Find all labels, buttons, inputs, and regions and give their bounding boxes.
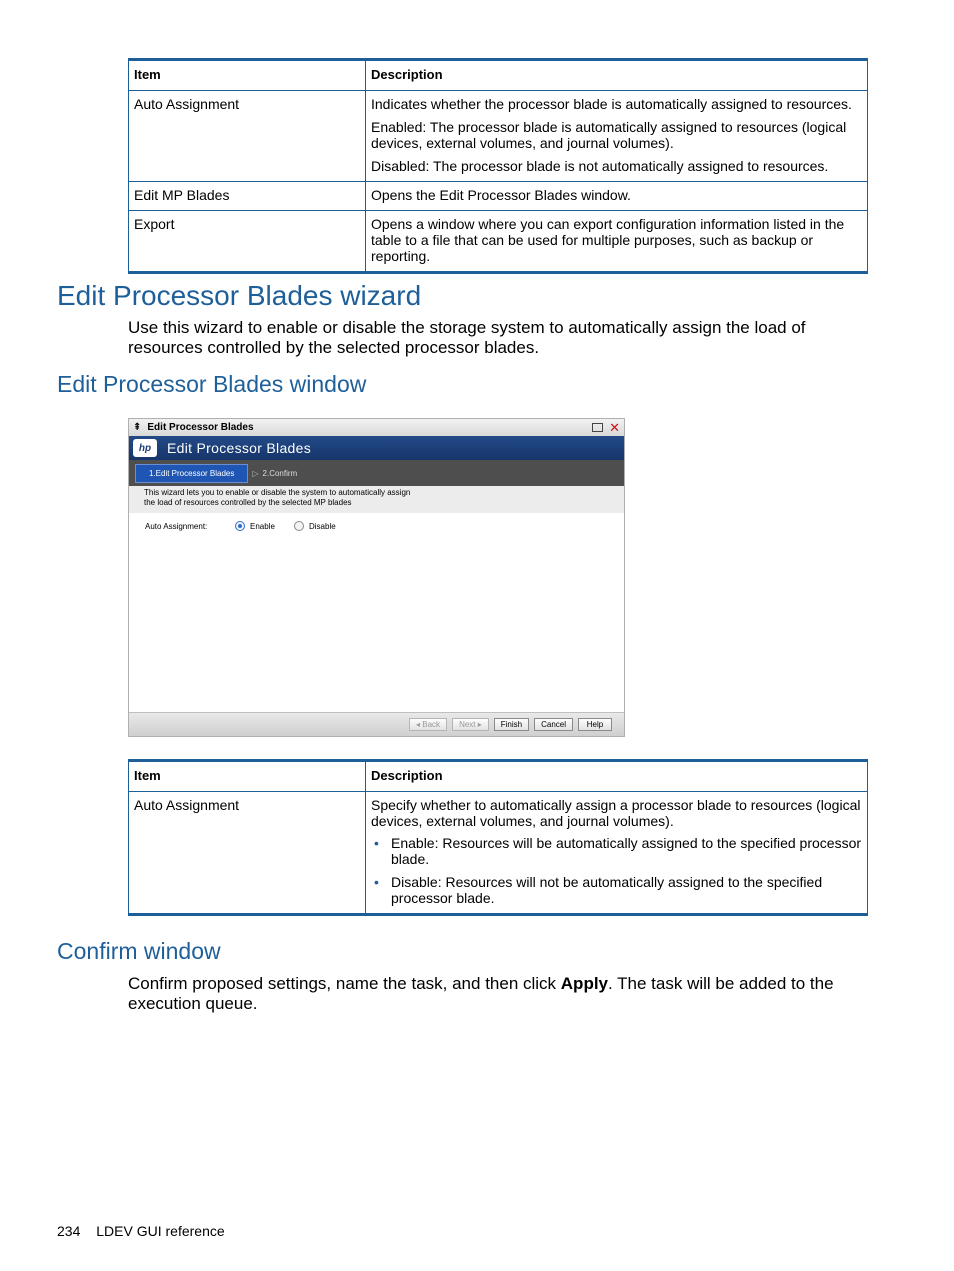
row-item: Export bbox=[129, 211, 366, 273]
description-text: Enabled: The processor blade is automatically assigned to resources (logical devices, external volumes, and journal volumes). bbox=[371, 119, 847, 151]
col-header-item: Item bbox=[129, 60, 366, 91]
col-header-description: Description bbox=[366, 761, 868, 792]
collapse-icon[interactable]: ⇞ bbox=[133, 422, 142, 433]
page-number: 234 bbox=[57, 1223, 81, 1239]
next-button[interactable]: Next ▸ bbox=[452, 718, 489, 731]
step-edit-processor-blades[interactable]: 1.Edit Processor Blades bbox=[135, 464, 248, 483]
wizard-description: Use this wizard to enable or disable the storage system to automatically assign the load of resources controlled by the selected processor blades. bbox=[128, 318, 806, 357]
maximize-icon[interactable] bbox=[592, 423, 603, 432]
section-title-confirm: Confirm window bbox=[57, 938, 221, 964]
wizard-footer bbox=[129, 712, 624, 736]
description-text: Opens the Edit Processor Blades window. bbox=[371, 187, 631, 203]
edit-processor-blades-window bbox=[128, 418, 625, 737]
description-text: Opens a window where you can export configuration information listed in the table to a file that can be used for multiple purposes, such as backup or reporting. bbox=[371, 216, 845, 264]
enable-label: Enable bbox=[250, 521, 275, 531]
info-line: the load of resources controlled by the selected MP blades bbox=[144, 498, 352, 507]
window-title: Edit Processor Blades bbox=[147, 422, 254, 433]
wizard-info bbox=[129, 486, 624, 513]
row-description bbox=[366, 91, 868, 182]
page-footer bbox=[57, 1223, 225, 1239]
help-button[interactable]: Help bbox=[578, 718, 612, 731]
confirm-text: . The task will be added to the execution queue. bbox=[128, 974, 834, 1013]
section-title-wizard: Edit Processor Blades wizard bbox=[57, 280, 422, 311]
list-item: • Enable: Resources will be automatically assigned to the specified processor blade. bbox=[391, 835, 862, 867]
row-description bbox=[366, 792, 868, 915]
table-row bbox=[129, 182, 868, 211]
auto-assignment-row bbox=[145, 521, 336, 531]
info-line: This wizard lets you to enable or disable the system to automatically assign bbox=[144, 488, 411, 497]
disable-radio[interactable] bbox=[294, 521, 304, 531]
auto-assignment-label: Auto Assignment: bbox=[145, 521, 208, 531]
row-description bbox=[366, 211, 868, 273]
apply-keyword: Apply bbox=[560, 974, 609, 993]
items-table-2 bbox=[128, 759, 868, 916]
cancel-button[interactable]: Cancel bbox=[534, 718, 573, 731]
disable-label: Disable bbox=[309, 521, 336, 531]
items-table-1 bbox=[128, 58, 868, 274]
table-row bbox=[129, 792, 868, 915]
description-text: Disabled: The processor blade is not automatically assigned to resources. bbox=[371, 158, 829, 174]
row-item: Edit MP Blades bbox=[129, 182, 366, 211]
confirm-description bbox=[128, 974, 873, 1014]
col-header-item: Item bbox=[129, 761, 366, 792]
table-row bbox=[129, 91, 868, 182]
description-text: Indicates whether the processor blade is automatically assigned to resources. bbox=[371, 96, 852, 112]
finish-button[interactable]: Finish bbox=[494, 718, 529, 731]
step-arrow-icon: ▷ bbox=[252, 468, 259, 478]
list-item: • Disable: Resources will not be automatically assigned to the specified processor blade. bbox=[391, 874, 862, 906]
hp-logo-icon: hp bbox=[133, 439, 157, 457]
close-icon[interactable]: ✕ bbox=[609, 419, 620, 435]
wizard-body bbox=[129, 513, 624, 711]
col-header-description: Description bbox=[366, 60, 868, 91]
bullet-list bbox=[371, 835, 862, 906]
row-item: Auto Assignment bbox=[129, 792, 366, 915]
wizard-steps bbox=[129, 460, 624, 486]
table-row bbox=[129, 211, 868, 273]
description-text: Specify whether to automatically assign a processor blade to resources (logical devices, external volumes, and journal volumes). bbox=[371, 797, 861, 829]
section-title-window: Edit Processor Blades window bbox=[57, 371, 367, 397]
row-item: Auto Assignment bbox=[129, 91, 366, 182]
footer-title: LDEV GUI reference bbox=[96, 1223, 225, 1239]
window-heading: Edit Processor Blades bbox=[167, 440, 312, 456]
row-description bbox=[366, 182, 868, 211]
confirm-text: Confirm proposed settings, name the task, and then click bbox=[128, 974, 561, 993]
step-confirm[interactable]: 2.Confirm bbox=[262, 468, 298, 478]
enable-radio[interactable] bbox=[235, 521, 245, 531]
back-button[interactable]: ◂ Back bbox=[409, 718, 447, 731]
window-titlebar bbox=[129, 419, 624, 436]
window-header bbox=[129, 436, 624, 460]
